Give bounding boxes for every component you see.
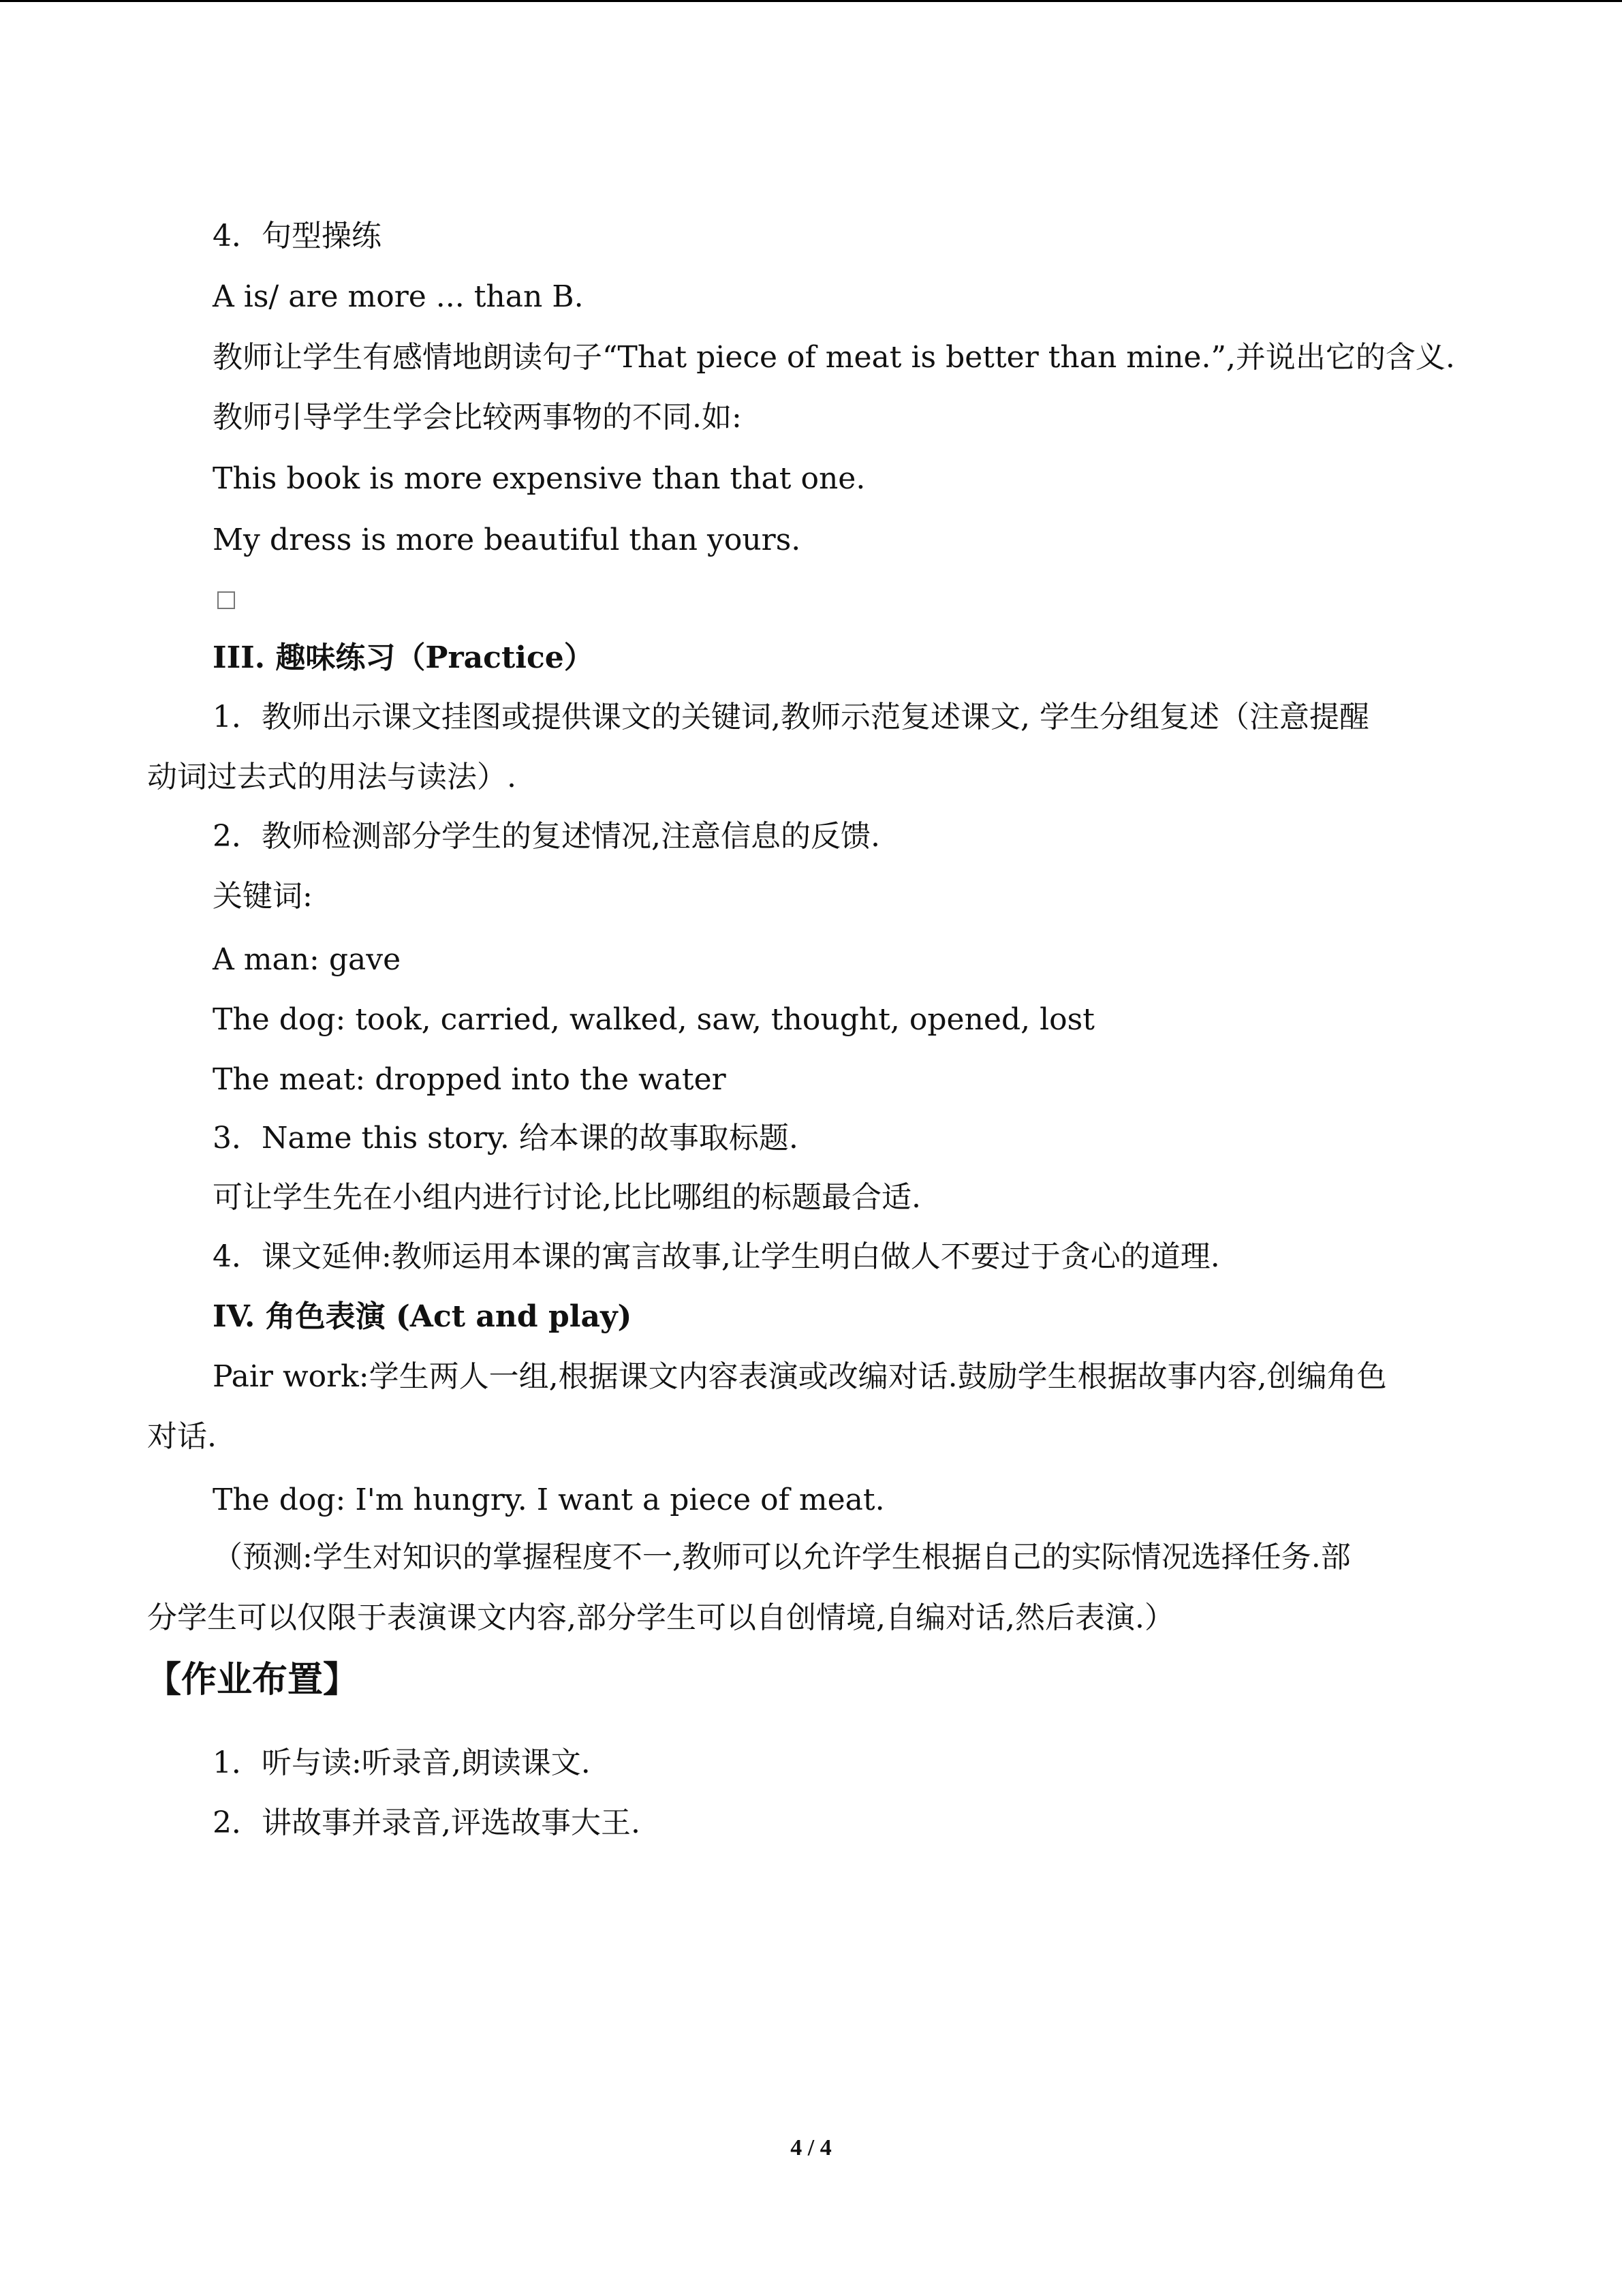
section-heading-sentence-drill: 4．句型操练 (213, 219, 381, 253)
keywords-label: 关键词: (213, 879, 313, 914)
practice-item-3-note: 可让学生先在小组内进行讨论,比比哪组的标题最合适. (213, 1180, 921, 1215)
page-number: 4 / 4 (790, 2135, 832, 2160)
prediction-note-line-2: 分学生可以仅限于表演课文内容,部分学生可以自创情境,自编对话,然后表演.） (147, 1600, 1174, 1635)
empty-checkbox-glyph (217, 591, 235, 609)
page-content (0, 2, 1622, 2296)
practice-item-3: 3．Name this story. 给本课的故事取标题. (213, 1121, 798, 1155)
practice-item-1-line-1: 1．教师出示课文挂图或提供课文的关键词,教师示范复述课文, 学生分组复述（注意提醒 (213, 700, 1369, 734)
paragraph-read-sentence: 教师让学生有感情地朗读句子“That piece of meat is better than mine.”,并说出它的含义. (213, 340, 1455, 375)
example-sentence-book: This book is more expensive than that one. (213, 461, 866, 496)
homework-item-1: 1．听与读:听录音,朗读课文. (213, 1746, 591, 1780)
section-heading-act-and-play: IV. 角色表演 (Act and play) (213, 1299, 632, 1334)
prediction-note-line-1: （预测:学生对知识的掌握程度不一,教师可以允许学生根据自己的实际情况选择任务.部 (213, 1540, 1351, 1574)
sentence-pattern: A is/ are more ... than B. (213, 279, 584, 314)
paragraph-compare-things: 教师引导学生学会比较两事物的不同.如: (213, 400, 742, 435)
section-heading-practice: III. 趣味练习（Practice） (213, 640, 594, 675)
practice-item-4: 4．课文延伸:教师运用本课的寓言故事,让学生明白做人不要过于贪心的道理. (213, 1239, 1220, 1274)
practice-item-1-line-2: 动词过去式的用法与读法）. (147, 760, 516, 794)
practice-item-2: 2．教师检测部分学生的复述情况,注意信息的反馈. (213, 819, 880, 854)
pair-work-line-2: 对话. (147, 1419, 217, 1454)
homework-item-2: 2．讲故事并录音,评选故事大王. (213, 1805, 640, 1840)
keyword-meat: The meat: dropped into the water (213, 1062, 726, 1097)
keyword-man: A man: gave (213, 942, 401, 977)
homework-heading: 【作业布置】 (146, 1660, 359, 1701)
keyword-dog: The dog: took, carried, walked, saw, thought, opened, lost (213, 1002, 1095, 1037)
pair-work-line-1: Pair work:学生两人一组,根据课文内容表演或改编对话.鼓励学生根据故事内容,创编角色 (213, 1359, 1387, 1394)
dialog-example: The dog: I'm hungry. I want a piece of meat. (213, 1483, 885, 1517)
example-sentence-dress: My dress is more beautiful than yours. (213, 523, 801, 557)
